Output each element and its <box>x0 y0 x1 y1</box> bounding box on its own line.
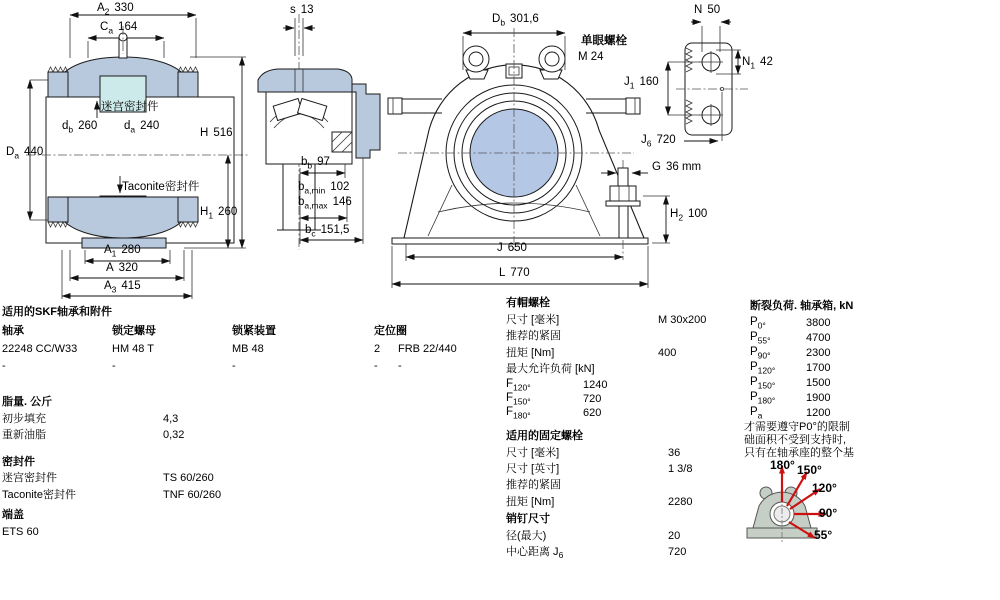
bearing-col-header: 轴承 <box>2 325 24 337</box>
fixing-size-in-label: 尺寸 [英寸] <box>506 463 560 475</box>
load-p180-sym: $P_{180^\circ}$ <box>750 391 776 406</box>
pin-cc-label: 中心距离 $J_6$ <box>506 546 564 561</box>
pin-dia-value: 20 <box>668 530 681 542</box>
table-cell: - <box>232 360 236 372</box>
dim-j-label: J 650 <box>497 242 527 254</box>
load-f120-value: 1240 <box>583 379 608 391</box>
dim-a-label: A 320 <box>106 262 138 274</box>
top-view <box>668 22 748 141</box>
fixing-torque-value: 2280 <box>668 496 693 508</box>
table-cell: - <box>2 360 6 372</box>
fixing-size-mm-value: 36 <box>668 447 681 459</box>
eye-bolt-annotation: 单眼螺栓 <box>581 35 627 47</box>
seal-row-value: TNF 60/260 <box>163 489 222 501</box>
pin-cc-value: 720 <box>668 546 687 558</box>
anchor-bolt-nut <box>610 186 636 201</box>
taconite-seal-annotation: Taconite密封件 <box>122 181 200 193</box>
dim-l-label: L 770 <box>499 267 530 279</box>
dim-bamax-label: $b_{a,max}$ 146 <box>298 196 352 211</box>
grease-row-value: 4,3 <box>163 413 179 425</box>
angle-label-55: 55° <box>814 528 833 542</box>
end-cover-title: 端盖 <box>2 509 24 521</box>
anchor-bolt-stub <box>618 168 628 186</box>
locating-ring-col-header: 定位圈 <box>374 325 407 337</box>
dim-ca-label: $C_a$ 164 <box>100 21 138 36</box>
dim-g-label: G 36 mm <box>652 161 702 173</box>
fixing-bolts-title: 适用的固定螺栓 <box>506 430 583 442</box>
locknut-col-header: 锁定螺母 <box>112 325 156 337</box>
cap-bolt-rec-label: 推荐的紧固 <box>506 330 561 342</box>
housing-side-wall <box>352 84 380 158</box>
breaking-loads-title: 断裂负荷. 轴承箱, kN <box>750 300 854 312</box>
eye-bolt-size: M 24 <box>578 51 604 63</box>
front-view <box>388 28 670 288</box>
load-f150-sym: $F_{150^\circ}$ <box>506 392 531 407</box>
load-p150-value: 1500 <box>806 377 831 389</box>
grease-section-title: 脂量. 公斤 <box>2 396 53 408</box>
anchor-bolt-washer <box>606 201 640 206</box>
seal-row-label: Taconite密封件 <box>2 489 76 501</box>
locking-device-col-header: 锁紧装置 <box>232 325 276 337</box>
dim-a3-label: $A_3$ 415 <box>104 280 141 295</box>
anchor-bolt-stud <box>619 206 628 238</box>
cap-bolt-torque-value: 400 <box>658 347 677 359</box>
dim-n1-label: $N_1$ 42 <box>742 56 773 71</box>
end-cover-value: ETS 60 <box>2 526 39 538</box>
pin-dia-label: 径(最大) <box>506 530 547 542</box>
dim-bb-label: $b_b$ 97 <box>301 156 330 171</box>
dim-Db-label: $D_b$ 301,6 <box>492 13 539 28</box>
load-f180-value: 620 <box>583 407 602 419</box>
grease-row-value: 0,32 <box>163 429 185 441</box>
load-p150-sym: $P_{150^\circ}$ <box>750 376 776 391</box>
load-p0-value: 3800 <box>806 317 831 329</box>
load-f150-value: 720 <box>583 393 602 405</box>
seal-row-label: 迷宫密封件 <box>2 472 57 484</box>
labyrinth-seal-annotation: 迷宫密封件 <box>101 101 159 113</box>
dim-bc-label: $b_c$ 151,5 <box>305 224 350 239</box>
angle-label-120: 120° <box>812 481 837 495</box>
pins-title: 销钉尺寸 <box>506 513 550 525</box>
dim-h1-label: $H_1$ 260 <box>200 206 238 221</box>
load-f120-sym: $F_{120^\circ}$ <box>506 378 531 393</box>
dim-j6-label: $J_6$ 720 <box>641 134 676 149</box>
bearing-table-title: 适用的SKF轴承和附件 <box>2 306 112 318</box>
locating-ring-qty: 2 <box>374 343 381 355</box>
labyrinth-seal-left <box>48 72 68 97</box>
grease-row-label: 初步填充 <box>2 413 46 425</box>
breaking-loads-note: 才需要遵守P0°的限制 <box>744 421 850 433</box>
load-p55-value: 4700 <box>806 332 831 344</box>
table-cell: - <box>112 360 116 372</box>
locating-ring-designation: FRB 22/440 <box>398 343 457 355</box>
breaking-loads-note: 础面积不受到支持时, <box>744 434 847 446</box>
cap-bolt-right <box>626 98 640 114</box>
dim-s-label: s 13 <box>290 4 314 16</box>
dim-Da-label: $D_a$ 440 <box>6 146 44 161</box>
fixing-rec-label: 推荐的紧固 <box>506 479 561 491</box>
labyrinth-seal-right <box>178 72 198 97</box>
taconite-seal-right <box>178 197 198 222</box>
grease-row-label: 重新油脂 <box>2 429 46 441</box>
cap-slab <box>258 69 352 92</box>
table-cell: - <box>374 360 378 372</box>
load-p120-value: 1700 <box>806 362 831 374</box>
angle-label-180: 180° <box>770 458 795 472</box>
load-p120-sym: $P_{120^\circ}$ <box>750 361 776 376</box>
taconite-seal-left <box>48 197 68 222</box>
locking-device-designation: MB 48 <box>232 343 264 355</box>
fixing-size-mm-label: 尺寸 [毫米] <box>506 447 560 459</box>
load-directions-svg <box>743 452 913 598</box>
load-p90-sym: $P_{90^\circ}$ <box>750 346 771 361</box>
dim-j1-label: $J_1$ 160 <box>624 76 659 91</box>
cap-bolts-title: 有帽螺栓 <box>506 297 550 309</box>
load-p180-value: 1900 <box>806 392 831 404</box>
fixing-torque-label: 扭矩 [Nm] <box>506 496 555 508</box>
load-p55-sym: $P_{55^\circ}$ <box>750 331 771 346</box>
dim-h2-label: $H_2$ 100 <box>670 208 708 223</box>
dim-bamin-label: $b_{a,min}$ 102 <box>298 181 350 196</box>
load-pa-value: 1200 <box>806 407 831 419</box>
load-f180-sym: $F_{180^\circ}$ <box>506 406 531 421</box>
dim-a2-label: $A_2$ 330 <box>97 2 134 17</box>
cap-bolt-size-label: 尺寸 [毫米] <box>506 314 560 326</box>
fixing-size-in-value: 1 3/8 <box>668 463 693 475</box>
angle-label-90: 90° <box>819 506 838 520</box>
angle-label-150: 150° <box>797 463 822 477</box>
load-p90-value: 2300 <box>806 347 831 359</box>
breaking-loads-note: 只有在轴承座的整个基 <box>744 447 854 459</box>
dim-a1-label: $A_1$ 280 <box>104 244 141 259</box>
locknut-designation: HM 48 T <box>112 343 154 355</box>
cap-bolt-left <box>388 98 402 114</box>
dim-db-label: $d_b$ 260 <box>62 120 98 135</box>
seals-section-title: 密封件 <box>2 456 35 468</box>
dim-n-label: N 50 <box>694 4 721 16</box>
dim-da-label: $d_a$ 240 <box>124 120 160 135</box>
max-load-label: 最大允许负荷 [kN] <box>506 363 595 375</box>
cap-bolt-size-value: M 30x200 <box>658 314 707 326</box>
dim-h-label: H 516 <box>200 127 233 139</box>
table-cell: - <box>398 360 402 372</box>
load-p0-sym: $P_{0^\circ}$ <box>750 316 766 331</box>
cap-bolt-torque-label: 扭矩 [Nm] <box>506 347 555 359</box>
seal-row-value: TS 60/260 <box>163 472 214 484</box>
bearing-section-view <box>258 14 380 250</box>
load-pa-sym: $P_a$ <box>750 406 763 421</box>
bearing-designation: 22248 CC/W33 <box>2 343 78 355</box>
